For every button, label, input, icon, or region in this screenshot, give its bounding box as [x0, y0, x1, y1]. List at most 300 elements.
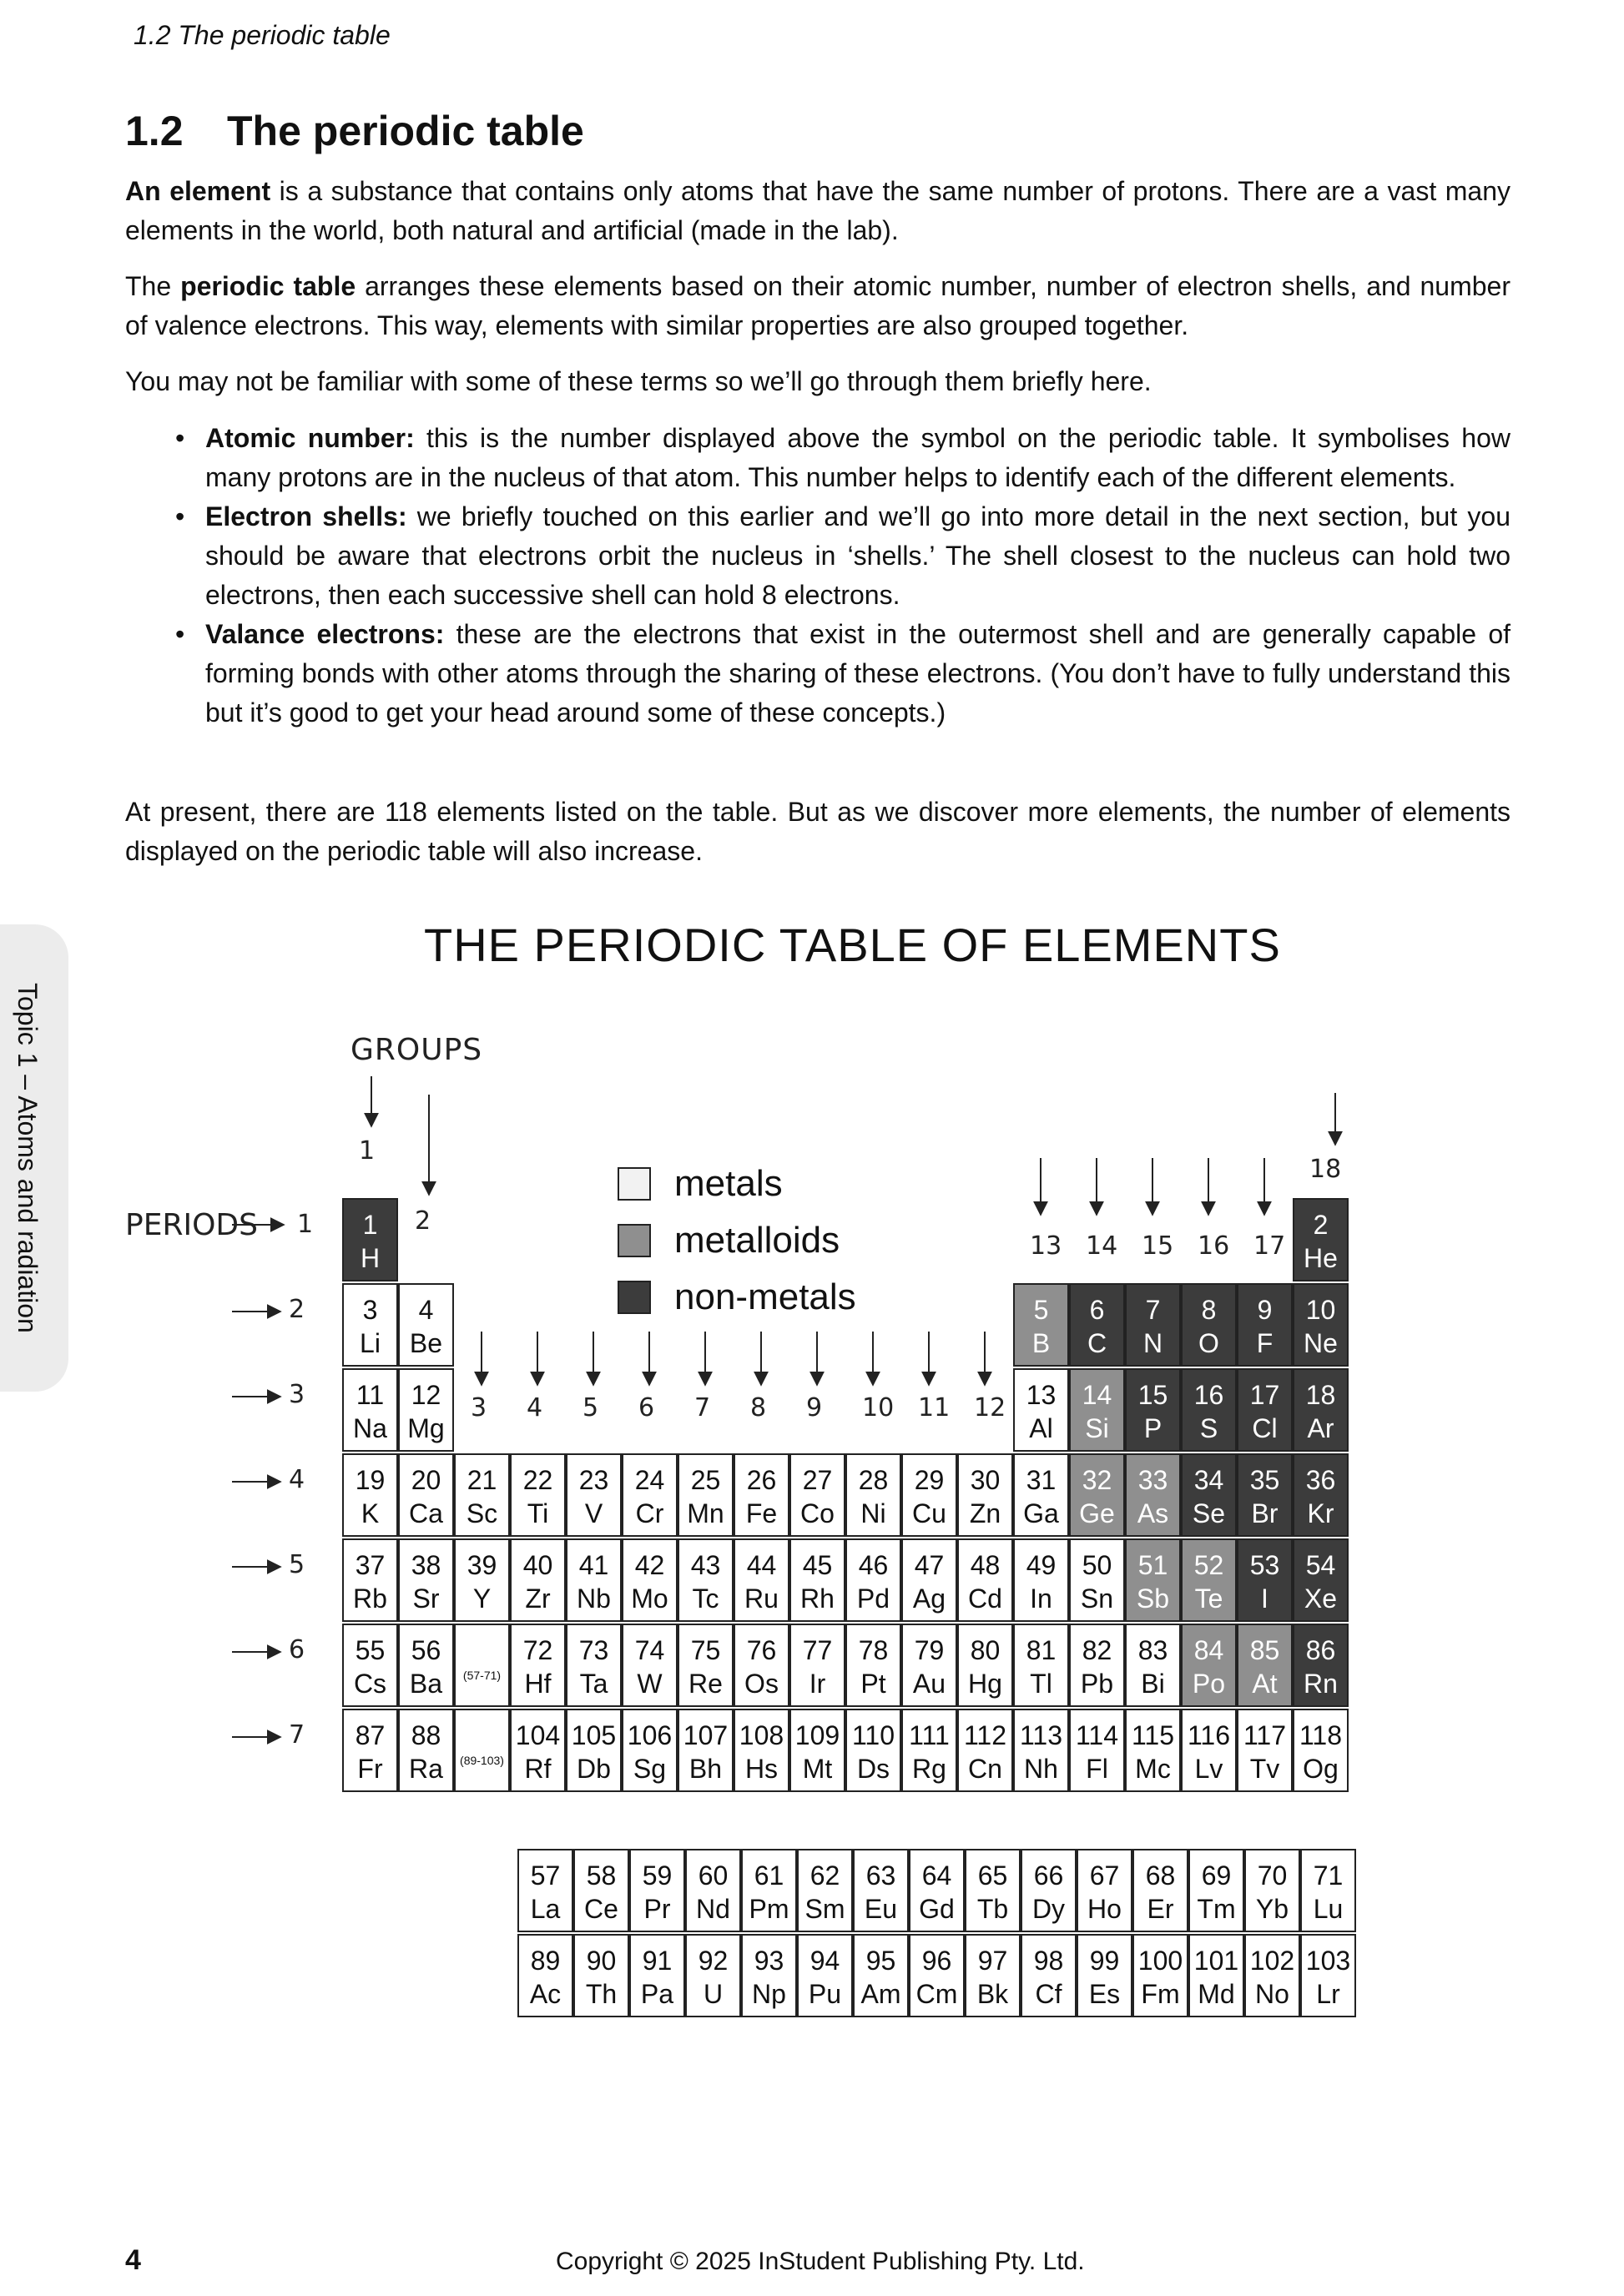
element-cell-rg [901, 1709, 957, 1792]
atomic-number: 72 [522, 1635, 553, 1665]
atomic-number: 79 [914, 1635, 945, 1665]
element-cell-ta [566, 1624, 622, 1707]
element-cell-sr [398, 1538, 454, 1622]
element-cell-hf [510, 1624, 566, 1707]
element-symbol: H [360, 1243, 381, 1273]
atomic-number: 99 [1089, 1946, 1120, 1976]
element-cell-lv [1181, 1709, 1237, 1792]
atomic-number: 105 [571, 1720, 617, 1750]
element-symbol: Np [752, 1979, 786, 2009]
group-number: 10 [862, 1393, 895, 1422]
paragraph-text: is a substance that contains only atoms that have the same number of protons. There are a vast many elements in the world, both natural and artificial (made in the lab). [125, 176, 1511, 245]
element-cell-si [1069, 1368, 1125, 1452]
atomic-number: 61 [754, 1860, 784, 1891]
element-cell-at [1237, 1624, 1293, 1707]
element-symbol: Og [1303, 1754, 1339, 1784]
atomic-number: 100 [1137, 1946, 1183, 1976]
group-number: 1 [359, 1136, 376, 1166]
atomic-number: 93 [754, 1946, 784, 1976]
element-symbol: Bh [688, 1754, 723, 1784]
atomic-number: 5 [1033, 1295, 1049, 1325]
element-cell-tl [1013, 1624, 1069, 1707]
paragraph-text: The [125, 271, 181, 301]
element-symbol: Cu [912, 1498, 946, 1528]
element-symbol: B [1031, 1328, 1051, 1358]
element-symbol: Ti [527, 1498, 549, 1528]
element-cell-re [678, 1624, 734, 1707]
element-symbol: Dy [1031, 1894, 1066, 1924]
period-number: 3 [289, 1380, 305, 1409]
atomic-number: 29 [914, 1465, 945, 1495]
element-cell-os [734, 1624, 789, 1707]
element-symbol: V [584, 1498, 603, 1528]
element-symbol: Mc [1135, 1754, 1171, 1784]
atomic-number: 94 [809, 1946, 840, 1976]
legend-label: metals [674, 1163, 783, 1204]
element-cell-gd [909, 1849, 965, 1932]
element-symbol: Co [800, 1498, 835, 1528]
element-cell-mn [678, 1453, 734, 1537]
element-cell-n [1125, 1283, 1181, 1367]
element-cell-yb [1244, 1849, 1300, 1932]
element-cell-ce [573, 1849, 629, 1932]
element-symbol: Se [1192, 1498, 1226, 1528]
element-cell-np [741, 1934, 797, 2017]
element-cell-k [342, 1453, 398, 1537]
element-cell-cn [957, 1709, 1013, 1792]
atomic-number: 64 [921, 1860, 952, 1891]
element-cell-db [566, 1709, 622, 1792]
element-symbol: Kr [1307, 1498, 1334, 1528]
element-symbol: I [1261, 1584, 1268, 1614]
atomic-number: 31 [1026, 1465, 1057, 1495]
element-symbol: He [1304, 1243, 1338, 1273]
atomic-number: 76 [746, 1635, 777, 1665]
element-cell-bk [965, 1934, 1021, 2017]
element-cell-ne [1293, 1283, 1349, 1367]
element-cell-nb [566, 1538, 622, 1622]
element-symbol: Tb [976, 1894, 1009, 1924]
element-symbol: Sc [466, 1498, 498, 1528]
element-symbol: Es [1088, 1979, 1121, 2009]
atomic-number: 12 [411, 1380, 441, 1410]
element-cell-pt [845, 1624, 901, 1707]
atomic-number: 65 [977, 1860, 1008, 1891]
element-symbol: O [1198, 1328, 1219, 1358]
atomic-number: 23 [578, 1465, 609, 1495]
element-symbol: Xe [1304, 1584, 1338, 1614]
element-cell-ho [1077, 1849, 1132, 1932]
element-symbol: Nd [696, 1894, 730, 1924]
element-symbol: Ag [912, 1584, 946, 1614]
element-cell-h [342, 1198, 398, 1281]
element-cell-li [342, 1283, 398, 1367]
element-symbol: Lv [1194, 1754, 1223, 1784]
atomic-number: 39 [467, 1550, 497, 1580]
atomic-number: 108 [739, 1720, 784, 1750]
atomic-number: 24 [634, 1465, 665, 1495]
element-cell-f [1237, 1283, 1293, 1367]
group-number: 5 [583, 1393, 599, 1422]
element-symbol: Pm [749, 1894, 789, 1924]
element-cell-co [789, 1453, 845, 1537]
element-symbol: Ca [409, 1498, 443, 1528]
atomic-number: 36 [1305, 1465, 1336, 1495]
group-number: 17 [1253, 1231, 1286, 1261]
periods-label: PERIODS [125, 1208, 258, 1242]
element-symbol: Ac [529, 1979, 562, 2009]
element-cell-he [1293, 1198, 1349, 1281]
atomic-number: 2 [1313, 1210, 1329, 1240]
element-cell-ds [845, 1709, 901, 1792]
element-cell-s [1181, 1368, 1237, 1452]
element-symbol: Mo [631, 1584, 668, 1614]
group-number: 12 [974, 1393, 1006, 1422]
atomic-number: 60 [698, 1860, 729, 1891]
element-cell-nd [685, 1849, 741, 1932]
element-symbol: Eu [864, 1894, 898, 1924]
element-symbol: K [361, 1498, 380, 1528]
element-cell-as [1125, 1453, 1181, 1537]
period-number: 7 [289, 1720, 305, 1750]
element-symbol: La [530, 1894, 561, 1924]
atomic-number: 104 [515, 1720, 561, 1750]
element-symbol: Ta [579, 1669, 608, 1699]
atomic-number: 19 [355, 1465, 386, 1495]
group-number: 7 [694, 1393, 711, 1422]
element-cell-bi [1125, 1624, 1181, 1707]
atomic-number: 82 [1082, 1635, 1112, 1665]
element-symbol: Bk [976, 1979, 1009, 2009]
element-symbol: Pr [643, 1894, 671, 1924]
element-symbol: No [1255, 1979, 1289, 2009]
element-symbol: Gd [919, 1894, 955, 1924]
element-symbol: Ge [1079, 1498, 1115, 1528]
element-symbol: Y [472, 1584, 492, 1614]
atomic-number: 71 [1313, 1860, 1344, 1891]
element-symbol: Rn [1304, 1669, 1338, 1699]
period-number: 1 [297, 1210, 314, 1239]
group-number: 11 [918, 1393, 951, 1422]
element-symbol: Hg [968, 1669, 1002, 1699]
element-cell-sg [622, 1709, 678, 1792]
element-symbol: Al [1029, 1413, 1053, 1443]
atomic-number: 57 [530, 1860, 561, 1891]
list-term: Electron shells: [205, 501, 407, 531]
atomic-number: 68 [1145, 1860, 1176, 1891]
element-symbol: Fl [1086, 1754, 1108, 1784]
element-symbol: Mg [407, 1413, 445, 1443]
group-number: 3 [471, 1393, 487, 1422]
element-cell-pb [1069, 1624, 1125, 1707]
atomic-number: 87 [355, 1720, 386, 1750]
element-cell-sm [797, 1849, 853, 1932]
group-number: 4 [527, 1393, 543, 1422]
element-cell-am [853, 1934, 909, 2017]
atomic-number: 88 [411, 1720, 441, 1750]
atomic-number: 110 [851, 1720, 895, 1750]
atomic-number: 70 [1257, 1860, 1288, 1891]
atomic-number: 33 [1137, 1465, 1168, 1495]
atomic-number: 52 [1193, 1550, 1224, 1580]
element-symbol: Ru [744, 1584, 779, 1614]
element-cell-rn [1293, 1624, 1349, 1707]
element-symbol: Cs [353, 1669, 387, 1699]
element-symbol: Mn [687, 1498, 724, 1528]
element-symbol: Cd [968, 1584, 1002, 1614]
group-number: 15 [1142, 1231, 1174, 1261]
atomic-number: 115 [1131, 1720, 1174, 1750]
element-symbol: Ga [1023, 1498, 1059, 1528]
element-cell-y [454, 1538, 510, 1622]
element-symbol: Lu [1313, 1894, 1344, 1924]
element-cell-ba [398, 1624, 454, 1707]
bullet-icon: • [175, 423, 185, 453]
copyright: Copyright © 2025 InStudent Publishing Pty. Ltd. [556, 2248, 1085, 2275]
element-cell-ga [1013, 1453, 1069, 1537]
element-symbol: In [1030, 1584, 1052, 1614]
element-cell-zr [510, 1538, 566, 1622]
bullet-icon: • [175, 619, 185, 649]
period-number: 5 [289, 1550, 305, 1579]
atomic-number: 117 [1243, 1720, 1286, 1750]
atomic-number: 86 [1305, 1635, 1336, 1665]
element-cell-be [398, 1283, 454, 1367]
atomic-number: 41 [578, 1550, 609, 1580]
atomic-number: 92 [698, 1946, 729, 1976]
element-symbol: Po [1192, 1669, 1226, 1699]
element-symbol: Ba [409, 1669, 443, 1699]
element-cell-in [1013, 1538, 1069, 1622]
group-number: 16 [1198, 1231, 1230, 1261]
atomic-number: 43 [690, 1550, 721, 1580]
group-number: 13 [1030, 1231, 1062, 1261]
list-text: this is the number displayed above the symbol on the periodic table. It symbolises how many protons are in the nucleus of that atom. This number helps to identify each of the different elements. [205, 423, 1511, 492]
element-cell-rh [789, 1538, 845, 1622]
element-symbol: Rh [800, 1584, 835, 1614]
element-symbol: Pd [856, 1584, 890, 1614]
atomic-number: 77 [802, 1635, 833, 1665]
atomic-number: 16 [1193, 1380, 1224, 1410]
element-cell-ac [517, 1934, 573, 2017]
element-symbol: F [1256, 1328, 1273, 1358]
atomic-number: 90 [586, 1946, 617, 1976]
term-periodic-table: periodic table [180, 271, 356, 301]
bullet-icon: • [175, 501, 185, 531]
element-cell-lr [1300, 1934, 1356, 2017]
element-symbol: U [703, 1979, 724, 2009]
atomic-number: 69 [1201, 1860, 1232, 1891]
element-cell-po [1181, 1624, 1237, 1707]
element-symbol: Ir [809, 1669, 826, 1699]
atomic-number: 6 [1089, 1295, 1105, 1325]
atomic-number: (57-71) [462, 1669, 502, 1682]
atomic-number: 107 [683, 1720, 729, 1750]
element-symbol: Db [577, 1754, 611, 1784]
group-number: 8 [750, 1393, 767, 1422]
element-symbol: Li [360, 1328, 381, 1358]
atomic-number: 13 [1026, 1380, 1057, 1410]
element-symbol: Tv [1249, 1754, 1280, 1784]
atomic-number: 63 [865, 1860, 896, 1891]
element-cell-na [342, 1368, 398, 1452]
element-symbol: C [1087, 1328, 1107, 1358]
atomic-number: 26 [746, 1465, 777, 1495]
atomic-number: 15 [1137, 1380, 1168, 1410]
element-cell-se [1181, 1453, 1237, 1537]
element-cell-ni [845, 1453, 901, 1537]
element-symbol: Cl [1252, 1413, 1278, 1443]
element-cell-cs [342, 1624, 398, 1707]
element-symbol: Cr [635, 1498, 664, 1528]
element-symbol: Ho [1087, 1894, 1122, 1924]
element-symbol: Am [860, 1979, 901, 2009]
element-symbol: Au [912, 1669, 946, 1699]
element-cell-ru [734, 1538, 789, 1622]
atomic-number: 49 [1026, 1550, 1057, 1580]
f-block-placeholder [454, 1624, 510, 1707]
element-cell-sb [1125, 1538, 1181, 1622]
element-symbol: Sb [1136, 1584, 1170, 1614]
running-head: 1.2 The periodic table [134, 20, 391, 50]
element-cell-ca [398, 1453, 454, 1537]
element-symbol: Zn [969, 1498, 1001, 1528]
atomic-number: 97 [977, 1946, 1008, 1976]
element-cell-pu [797, 1934, 853, 2017]
atomic-number: 66 [1033, 1860, 1064, 1891]
atomic-number: 55 [355, 1635, 386, 1665]
atomic-number: 89 [530, 1946, 561, 1976]
section-title-text: The periodic table [227, 108, 584, 154]
element-cell-u [685, 1934, 741, 2017]
element-cell-fe [734, 1453, 789, 1537]
element-symbol: Br [1251, 1498, 1279, 1528]
element-symbol: Cf [1035, 1979, 1062, 2009]
group-number: 6 [638, 1393, 655, 1422]
atomic-number: 50 [1082, 1550, 1112, 1580]
atomic-number: 118 [1299, 1720, 1342, 1750]
atomic-number: 116 [1187, 1720, 1230, 1750]
element-symbol: Ni [860, 1498, 886, 1528]
element-symbol: Md [1198, 1979, 1235, 2009]
element-cell-md [1188, 1934, 1244, 2017]
atomic-number: 53 [1249, 1550, 1280, 1580]
element-symbol: Lr [1316, 1979, 1340, 2009]
atomic-number: 10 [1305, 1295, 1336, 1325]
element-symbol: Rf [524, 1754, 552, 1784]
atomic-number: 80 [970, 1635, 1001, 1665]
atomic-number: 32 [1082, 1465, 1112, 1495]
element-cell-fl [1069, 1709, 1125, 1792]
atomic-number: 102 [1249, 1946, 1295, 1976]
list-term: Valance electrons: [205, 619, 445, 649]
element-cell-ra [398, 1709, 454, 1792]
element-cell-og [1293, 1709, 1349, 1792]
element-cell-xe [1293, 1538, 1349, 1622]
element-cell-cm [909, 1934, 965, 2017]
atomic-number: 47 [914, 1550, 945, 1580]
element-symbol: Tm [1197, 1894, 1236, 1924]
legend-label: metalloids [674, 1220, 840, 1261]
atomic-number: 42 [634, 1550, 665, 1580]
atomic-number: 22 [522, 1465, 553, 1495]
atomic-number: 7 [1145, 1295, 1161, 1325]
atomic-number: 106 [627, 1720, 673, 1750]
element-cell-mt [789, 1709, 845, 1792]
element-cell-cf [1021, 1934, 1077, 2017]
section-number: 1.2 [125, 108, 184, 154]
element-cell-lu [1300, 1849, 1356, 1932]
list-term: Atomic number: [205, 423, 415, 453]
element-symbol: Fr [357, 1754, 383, 1784]
atomic-number: 45 [802, 1550, 833, 1580]
element-cell-w [622, 1624, 678, 1707]
element-cell-br [1237, 1453, 1293, 1537]
element-cell-ge [1069, 1453, 1125, 1537]
element-symbol: P [1143, 1413, 1163, 1443]
atomic-number: 58 [586, 1860, 617, 1891]
element-cell-ar [1293, 1368, 1349, 1452]
element-cell-pa [629, 1934, 685, 2017]
element-symbol: N [1142, 1328, 1163, 1358]
group-number: 14 [1086, 1231, 1118, 1261]
element-symbol: Rb [353, 1584, 387, 1614]
element-cell-kr [1293, 1453, 1349, 1537]
element-cell-b [1013, 1283, 1069, 1367]
element-cell-cu [901, 1453, 957, 1537]
element-symbol: Er [1147, 1894, 1174, 1924]
element-symbol: Na [353, 1413, 387, 1443]
period-number: 2 [289, 1295, 305, 1324]
atomic-number: 74 [634, 1635, 665, 1665]
element-cell-fm [1132, 1934, 1188, 2017]
element-symbol: Cm [915, 1979, 958, 2009]
element-symbol: Te [1194, 1584, 1223, 1614]
atomic-number: 59 [642, 1860, 673, 1891]
element-symbol: Ce [584, 1894, 618, 1924]
atomic-number: 96 [921, 1946, 952, 1976]
element-symbol: Os [744, 1669, 779, 1699]
group-number: 18 [1309, 1155, 1342, 1184]
element-cell-au [901, 1624, 957, 1707]
atomic-number: 54 [1305, 1550, 1336, 1580]
atomic-number: 109 [794, 1720, 840, 1750]
atomic-number: 21 [467, 1465, 497, 1495]
element-cell-eu [853, 1849, 909, 1932]
atomic-number: 114 [1075, 1720, 1118, 1750]
atomic-number: 38 [411, 1550, 441, 1580]
element-cell-tm [1188, 1849, 1244, 1932]
element-symbol: Ds [856, 1754, 890, 1784]
atomic-number: 46 [858, 1550, 889, 1580]
element-cell-v [566, 1453, 622, 1537]
element-symbol: Tl [1030, 1669, 1052, 1699]
element-cell-tv [1237, 1709, 1293, 1792]
element-symbol: S [1199, 1413, 1218, 1443]
list-text: these are the electrons that exist in the outermost shell and are generally capable of forming bonds with other atoms through the sharing of these electrons. (You don’t have to fully understand this but it’s good to get your head around some of these concepts.) [205, 619, 1511, 728]
element-symbol: Tc [692, 1584, 719, 1614]
element-symbol: At [1252, 1669, 1278, 1699]
paragraph-118-elements: At present, there are 118 elements listed on the table. But as we discover more elements, the number of elements displayed on the periodic table will also increase. [125, 797, 1511, 866]
paragraph-intro-terms: You may not be familiar with some of these terms so we’ll go through them briefly here. [125, 366, 1152, 396]
element-symbol: Bi [1141, 1669, 1165, 1699]
atomic-number: 103 [1305, 1946, 1351, 1976]
element-cell-ir [789, 1624, 845, 1707]
group-number: 9 [806, 1393, 823, 1422]
element-symbol: Pb [1080, 1669, 1114, 1699]
period-number: 4 [289, 1465, 305, 1494]
legend-label: non-metals [674, 1276, 856, 1317]
